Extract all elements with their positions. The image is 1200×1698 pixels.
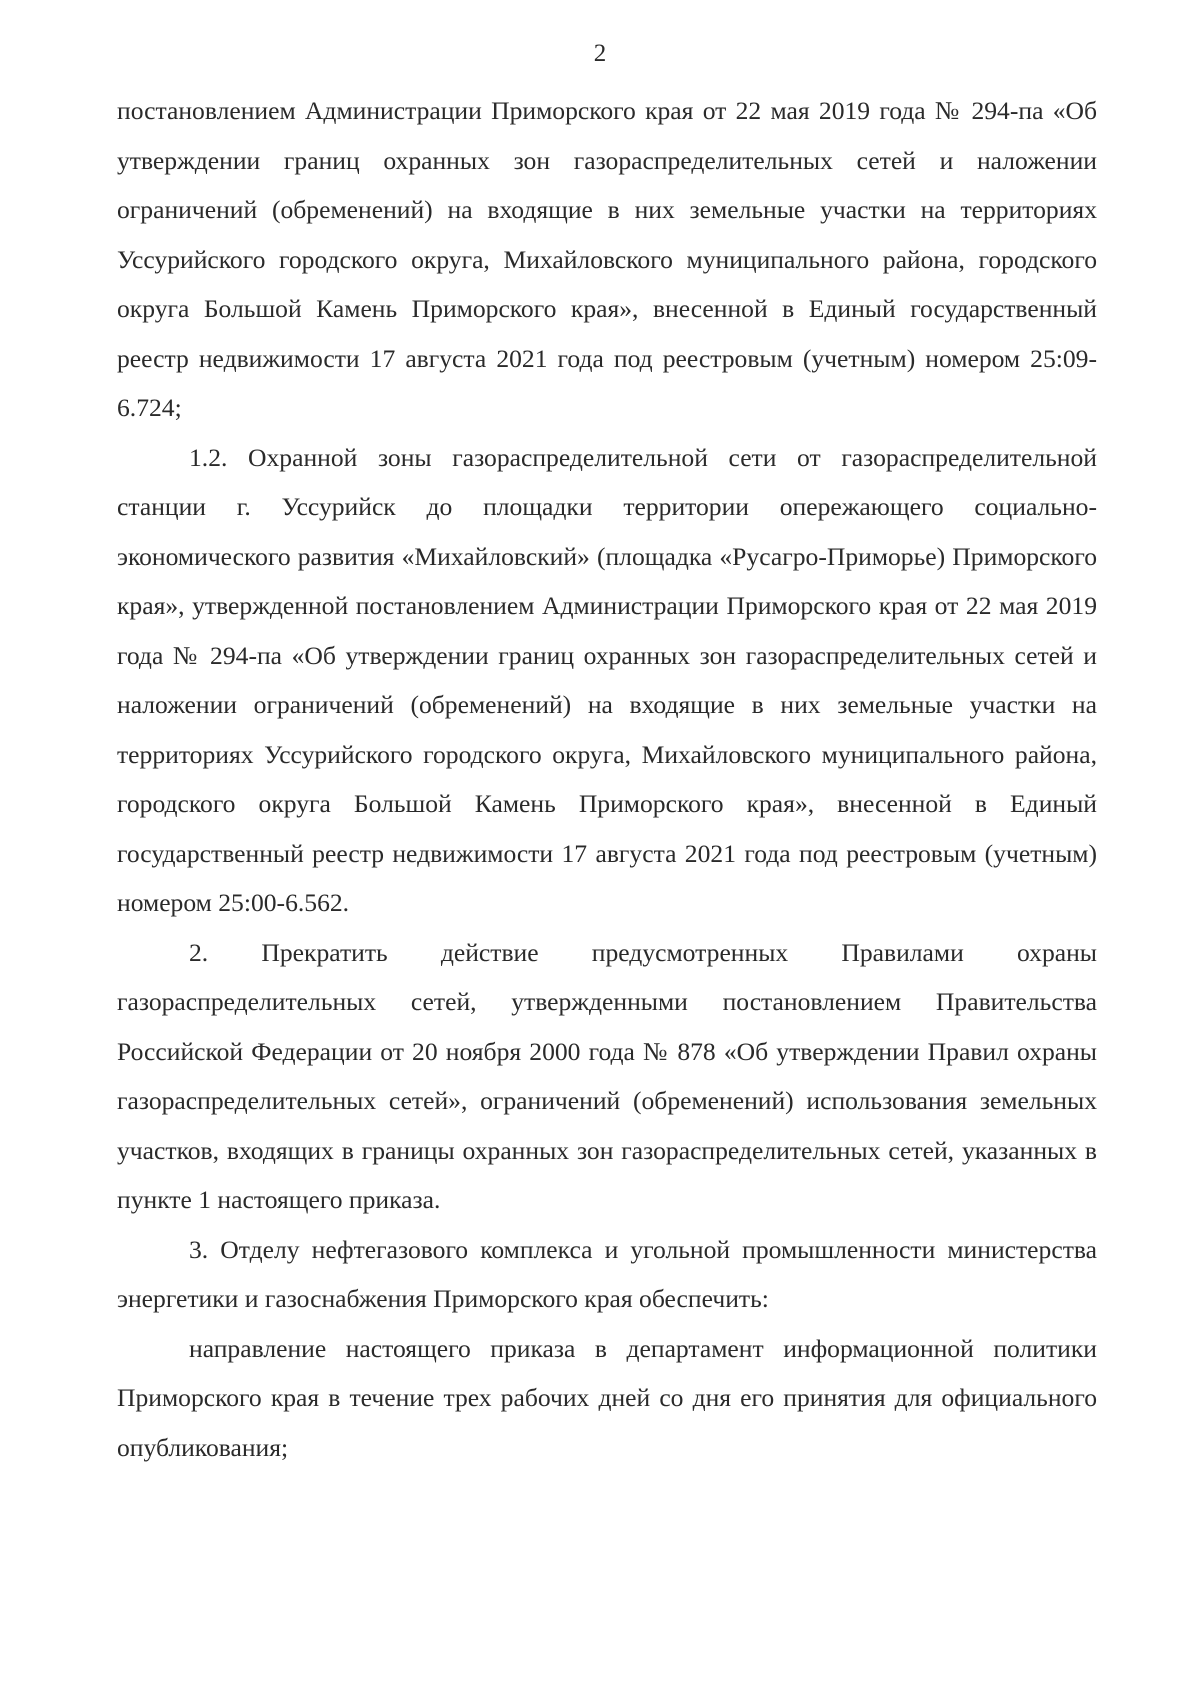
- paragraph-1-2: 1.2. Охранной зоны газораспределительной сети от газораспределительной станции г. Уссурийск до площадки территории опережающего социально-экономического развития «Михайловский» (площадка «Русагро-Приморье) Приморского края», утвержденной постановлением Администрации Приморского края от 22 мая 2019 года № 294-па «Об утверждении границ охранных зон газораспределительных сетей и наложении ограничений (обременений) на входящие в них земельные участки на территориях Уссурийского городского округа, Михайловского муниципального района, городского округа Большой Камень Приморского края», внесенной в Единый государственный реестр недвижимости 17 августа 2021 года под реестровым (учетным) номером 25:00-6.562.: [117, 442, 1097, 917]
- page-number: 2: [593, 40, 607, 67]
- paragraph-3: 3. Отделу нефтегазового комплекса и угольной промышленности министерства энергетики и газоснабжения Приморского края обеспечить:: [117, 1234, 1097, 1313]
- paragraph-continuation: постановлением Администрации Приморского края от 22 мая 2019 года № 294-па «Об утверждении границ охранных зон газораспределительных сетей и наложении ограничений (обременений) на входящие в них земельные участки на территориях Уссурийского городского округа, Михайловского муниципального района, городского округа Большой Камень Приморского края», внесенной в Единый государственный реестр недвижимости 17 августа 2021 года под реестровым (учетным) номером 25:09-6.724;: [117, 96, 1097, 422]
- document-body: [117, 86, 1097, 1472]
- paragraph-2: 2. Прекратить действие предусмотренных Правилами охраны газораспределительных сетей, утвержденными постановлением Правительства Российской Федерации от 20 ноября 2000 года № 878 «Об утверждении Правил охраны газораспределительных сетей», ограничений (обременений) использования земельных участков, входящих в границы охранных зон газораспределительных сетей, указанных в пункте 1 настоящего приказа.: [117, 937, 1097, 1214]
- paragraph-3-item: направление настоящего приказа в департамент информационной политики Приморского края в течение трех рабочих дней со дня его принятия для официального опубликования;: [117, 1333, 1097, 1462]
